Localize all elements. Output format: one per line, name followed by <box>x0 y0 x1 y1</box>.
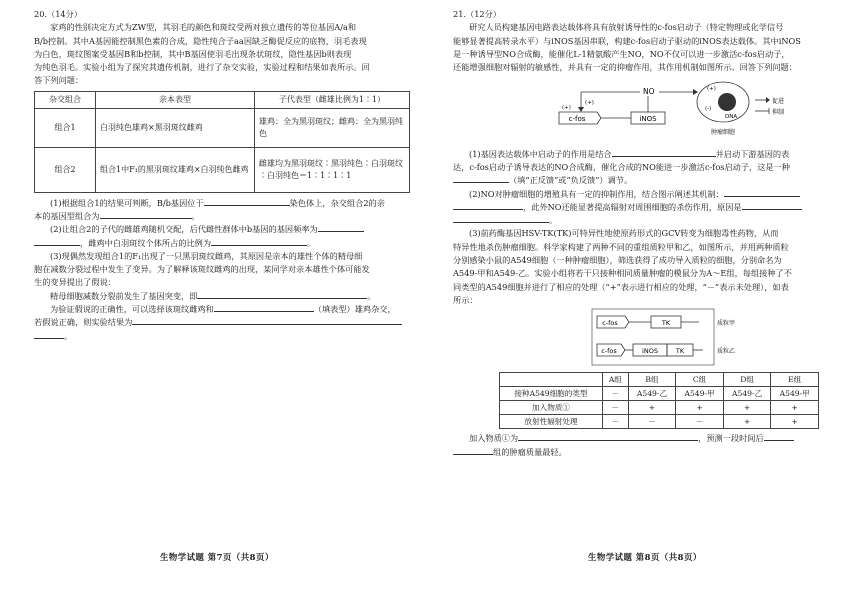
right-page <box>453 8 825 459</box>
left-page-footer: 生物学试题 第7页（共8页） <box>160 552 274 562</box>
q20-sub2-text-a: (2)让组合2的子代的雌雄鸡随机交配，后代雌性群体中b基因的基因频率为 <box>50 224 318 235</box>
promote-legend-label: 促进 <box>772 98 785 106</box>
answer-blank[interactable] <box>518 432 698 441</box>
table-cell: A549-乙 <box>628 387 676 401</box>
q20-sub3-text-e: 。 <box>367 290 376 301</box>
q21-sub2-line-2 <box>453 201 825 214</box>
q20-sub3-line-5 <box>34 303 410 316</box>
table-cell: A549-乙 <box>723 387 771 401</box>
table-cell: + <box>723 415 771 429</box>
q20-intro-line-5: 答下列问题： <box>34 75 84 86</box>
cross-table <box>34 91 410 193</box>
table-cell: + <box>723 401 771 415</box>
q21-sub3-line-3: 分别感染小鼠的A549细胞（一种肿瘤细胞），筛选获得了成功导入质粒的细胞，分别命名为 <box>453 254 782 265</box>
answer-blank[interactable] <box>764 432 794 441</box>
question-21-heading: 21.（12分） <box>453 9 502 19</box>
cell-offspring: 雌雄均为黑羽斑纹∶黑羽纯色∶白羽斑纹∶白羽纯色＝1∶1∶1∶1 <box>255 147 410 192</box>
header-cross-group: 杂交组合 <box>35 91 96 108</box>
row-label: 接种A549细胞的类型 <box>500 387 603 401</box>
q21-sub3-line-4: A549-甲和A549-乙。实验小组将若干只接种相同质量肿瘤的模鼠分为A～E组，每组接种了不 <box>453 268 792 279</box>
q20-sub1-text-a: (1)根据组合1的结果可判断，B/b基因位于 <box>50 197 204 208</box>
q21-sub2-line-1 <box>453 188 825 201</box>
q20-intro-line-2: B/b控制。其中A基因能控制黑色素的合成，隐性纯合子aa因缺乏酶促反应的底物，羽毛表现 <box>34 35 367 46</box>
plasmid-yi-tk: TK <box>675 347 685 356</box>
plasmid-yi-label: 质粒乙 <box>717 348 736 356</box>
no-label: NO <box>643 87 655 97</box>
cell-group: 组合1 <box>35 108 96 147</box>
q20-sub3-text-g: （填表型）雄鸡杂交， <box>313 303 396 314</box>
plasmid-yi-cfos: c-fos <box>601 347 617 356</box>
answer-blank[interactable] <box>453 214 549 223</box>
plasmid-yi-inos: iNOS <box>642 347 658 356</box>
plasmid-frame <box>592 309 714 365</box>
q21-sub3-line-2: 特异性地杀伤肿瘤细胞。科学家构建了两种不同的重组质粒甲和乙，如图所示，并用两种质粒 <box>453 241 789 252</box>
answer-blank[interactable] <box>34 330 64 339</box>
inos-label: iNOS <box>639 115 657 124</box>
q20-sub3-text-f: 为验证假说的正确性，可以选择该斑纹雌鸡和 <box>50 303 214 314</box>
tumor-cell-label: 肿瘤细胞 <box>711 129 736 137</box>
cell-parents: 组合1中F₁的黑羽斑纹雄鸡×白羽纯色雌鸡 <box>96 147 255 192</box>
header-cell: A组 <box>603 373 629 387</box>
q20-intro-line-4: 为纯色羽毛。实验小组为了探究其遗传机制，进行了杂交实验，实验过程和结果如表所示。回 <box>34 62 370 73</box>
q20-sub1-line-2 <box>34 210 410 223</box>
q21-sub1-line-2: 达，c-fos启动子诱导表达的NO合成酶，催化合成的NO能进一步激活c-fos启动子，这是一种 <box>453 161 790 172</box>
q20-sub2-text-b: ，雌鸡中白羽斑纹个体所占的比例为 <box>80 237 212 248</box>
q21-sub3-line-5: 同类型的A549细胞并进行了相应的处理（“+”表示进行相应的处理，“－”表示未处理），如表 <box>453 281 789 292</box>
answer-blank[interactable] <box>214 303 314 312</box>
row-label: 加入物质① <box>500 401 603 415</box>
table-cell: － <box>676 415 724 429</box>
tumor-nucleus <box>718 93 736 111</box>
q20-sub3-line-4 <box>34 290 410 303</box>
q20-sub1-line-1 <box>34 197 410 210</box>
answer-blank[interactable] <box>100 210 192 219</box>
plasmid-jia-label: 质粒甲 <box>717 320 736 328</box>
q21-sub3-text-h: ，预测一段时间后 <box>698 433 764 444</box>
mechanism-diagram <box>541 78 825 144</box>
q21-sub2-text-b: ，此外NO还能显著提高辐射对周围细胞的杀伤作用，原因是 <box>523 201 742 212</box>
promote-legend-arrowhead <box>766 97 770 103</box>
dna-label: DNA <box>725 114 738 121</box>
inhibit-legend-label: 抑制 <box>772 109 785 117</box>
plasmid-jia-cfos: c-fos <box>602 319 618 328</box>
q21-sub3-text-g: 加入物质①为 <box>469 433 519 444</box>
q21-sub3-line-6: 所示： <box>453 294 478 305</box>
answer-blank[interactable] <box>453 446 493 455</box>
answer-blank[interactable] <box>34 237 80 246</box>
table-cell: + <box>628 401 676 415</box>
q20-sub3-line-7 <box>34 330 410 343</box>
q21-sub1-text-a: (1)基因表达载体中启动子的作用是结合 <box>469 148 612 159</box>
plus-label-1: (+) <box>585 100 594 107</box>
header-cell <box>500 373 603 387</box>
cell-offspring: 雄鸡：全为黑羽斑纹；雌鸡：全为黑羽纯色 <box>255 108 410 147</box>
q21-sub1-text-b: 并启动下游基因的表 <box>715 148 790 159</box>
answer-blank[interactable] <box>453 201 523 210</box>
q20-sub3-line-2: 胞在减数分裂过程中发生了变异。为了解释该斑纹雌鸡的出现，某同学对亲本雄性个体可能发 <box>34 264 370 275</box>
q20-sub2-end: 。 <box>307 237 316 248</box>
q20-sub3-line-3: 生的变异提出了假说： <box>34 277 116 288</box>
q21-intro-line-4: 还能增强细胞对辐射的敏感性，并具有一定的抑瘤作用，其作用机制如图所示。回答下列问题： <box>453 62 797 73</box>
q21-intro-line-1: 研究人员构建基因电路表达载体将具有放射诱导性的c-fos启动子（特定物理或化学信号 <box>469 22 784 33</box>
table-cell: － <box>603 387 629 401</box>
q20-intro-line-3: 为白色，斑纹图案受基因B和b控制，其中B基因使羽毛出现条状斑纹，隐性基因b则表现 <box>34 48 352 59</box>
group-table <box>499 372 819 429</box>
table-cell: + <box>771 401 819 415</box>
no-arrowhead <box>693 89 698 95</box>
cell-parents: 白羽纯色雄鸡×黑羽斑纹雌鸡 <box>96 108 255 147</box>
q21-sub2-end: 。 <box>549 215 558 226</box>
table-row <box>500 387 819 401</box>
table-cell: A549-甲 <box>676 387 724 401</box>
feedback-arrowhead <box>578 107 584 112</box>
q21-sub3-line-7 <box>453 432 825 445</box>
answer-blank[interactable] <box>742 201 802 210</box>
q20-sub3-end: 。 <box>64 330 73 341</box>
q20-sub1-text-b: 染色体上，杂交组合2的亲 <box>289 197 385 208</box>
answer-blank[interactable] <box>453 174 509 183</box>
q21-sub1-line-3 <box>453 174 825 187</box>
q20-sub3-text-h: 若假说正确，则实验结果为 <box>34 317 133 328</box>
question-20-heading: 20.（14分） <box>34 9 83 19</box>
header-cell: D组 <box>723 373 771 387</box>
q20-sub2-line-1 <box>34 223 410 236</box>
answer-blank[interactable] <box>197 290 367 299</box>
q21-sub3-line-1: (3)前药酶基因HSV-TK(TK)可特异性地使原药形式的GCV转变为细胞毒性药物，从而 <box>469 228 779 239</box>
plasmid-jia-tk: TK <box>661 319 671 328</box>
table-cell: － <box>603 415 629 429</box>
q20-sub3-line-1: (3)现偶然发现组合1的F₁出现了一只黑羽斑纹雌鸡，其原因是亲本的雄性个体的精母细 <box>50 250 363 261</box>
header-cell: E组 <box>771 373 819 387</box>
table-cell: + <box>771 415 819 429</box>
q20-sub3-text-d: 精母细胞减数分裂前发生了基因突变，即 <box>50 290 198 301</box>
cross-table-header <box>35 91 410 108</box>
mechanism-svg <box>541 78 791 140</box>
answer-blank[interactable] <box>132 316 402 325</box>
minus-label: (-) <box>705 106 712 113</box>
q20-sub2-line-2 <box>34 237 410 250</box>
table-cell: A549-甲 <box>771 387 819 401</box>
header-parent-phenotype: 亲本表型 <box>96 91 255 108</box>
table-cell: + <box>676 401 724 415</box>
answer-blank[interactable] <box>318 223 364 232</box>
group-table-header <box>500 373 819 387</box>
header-cell: B组 <box>628 373 676 387</box>
table-row <box>500 415 819 429</box>
cell-group: 组合2 <box>35 147 96 192</box>
answer-blank[interactable] <box>724 188 800 197</box>
q20-intro-line-1: 家鸡的性别决定方式为ZW型，其羽毛的颜色和斑纹受两对独立遗传的等位基因A/a和 <box>50 22 357 33</box>
table-cell: － <box>628 415 676 429</box>
table-cell: － <box>603 401 629 415</box>
q21-sub2-text-a: (2)NO对肿瘤细胞的增殖具有一定的抑制作用，结合图示阐述其机制： <box>469 188 724 199</box>
header-offspring-phenotype: 子代表型（雌雄比例为1∶1） <box>255 91 410 108</box>
q21-intro-line-2: 能够显著提高转录水平）与iNOS基因串联，构建c-fos启动子驱动的iNOS表达载体。其中iNOS <box>453 35 801 46</box>
row-label: 放射性辐射处理 <box>500 415 603 429</box>
q21-sub1-text-d: （填“正反馈”或“负反馈”）调节。 <box>509 175 633 186</box>
q21-intro-line-3: 是一种诱导型NO合成酶，能催化L-1精氨酸产生NO，NO不仅可以进一步激活c-fos启动子， <box>453 48 790 59</box>
table-row <box>500 401 819 415</box>
q21-sub1-line-1 <box>453 148 825 161</box>
q20-sub1-end: 。 <box>191 210 200 221</box>
q21-sub2-line-3 <box>453 214 825 227</box>
q20-sub1-text-c: 本的基因型组合为 <box>34 210 100 221</box>
left-page <box>34 8 410 343</box>
answer-blank[interactable] <box>211 237 307 246</box>
q21-sub3-line-8 <box>453 446 825 459</box>
q20-sub3-line-6 <box>34 316 410 329</box>
plus-label-2: (+) <box>562 105 571 112</box>
table-row <box>35 108 410 147</box>
plasmid-diagram <box>591 308 825 370</box>
plasmid-svg <box>591 308 761 366</box>
right-page-footer: 生物学试题 第8页（共8页） <box>588 552 702 562</box>
q21-sub3-text-i: 组的肿瘤质量最轻。 <box>493 446 567 457</box>
header-cell: C组 <box>676 373 724 387</box>
table-row <box>35 147 410 192</box>
answer-blank[interactable] <box>612 148 716 157</box>
answer-blank[interactable] <box>204 197 290 206</box>
plus-label-3: (+) <box>707 86 716 93</box>
cfos-label: c-fos <box>568 115 586 124</box>
